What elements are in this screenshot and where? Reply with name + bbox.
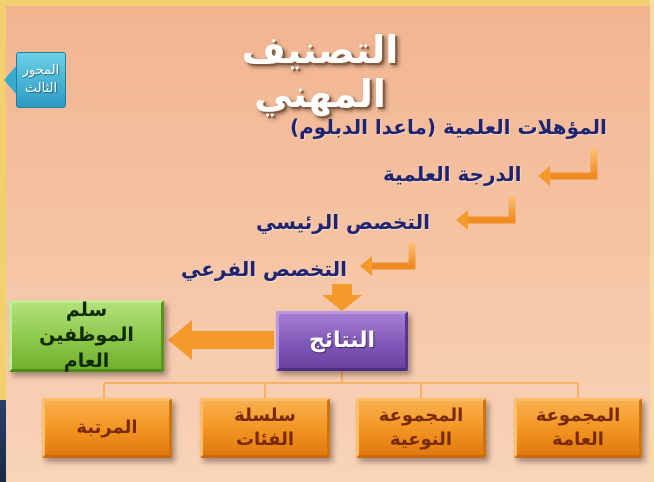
level-minor: التخصص الفرعي <box>181 257 347 281</box>
bent-arrow-1-head <box>538 166 550 186</box>
category-class-series[interactable]: سلسلة الفئات <box>200 398 330 458</box>
bent-arrow-3-head <box>360 256 372 276</box>
bent-arrow-2 <box>466 196 512 220</box>
bent-arrow-3 <box>370 242 412 266</box>
bent-arrow-1 <box>548 148 594 176</box>
left-arrow <box>168 320 274 360</box>
level-major: التخصص الرئيسي <box>256 210 430 234</box>
results-box[interactable]: النتائج <box>276 311 408 371</box>
category-rank[interactable]: المرتبة <box>42 398 172 458</box>
category-general-group[interactable]: المجموعة العامة <box>514 398 642 458</box>
axis-tag-label: المحور الثالث <box>16 52 66 108</box>
down-arrow <box>322 284 362 311</box>
level-qualifications: المؤهلات العلمية (ماعدا الدبلوم) <box>290 115 607 139</box>
level-degree: الدرجة العلمية <box>383 162 522 186</box>
category-specific-group[interactable]: المجموعة النوعية <box>356 398 486 458</box>
bent-arrow-2-head <box>456 210 468 230</box>
slide-title: التصنيف المهني <box>241 28 399 116</box>
general-scale-box[interactable]: سلم الموظفين العام <box>9 300 164 372</box>
tree-connectors <box>104 370 578 398</box>
